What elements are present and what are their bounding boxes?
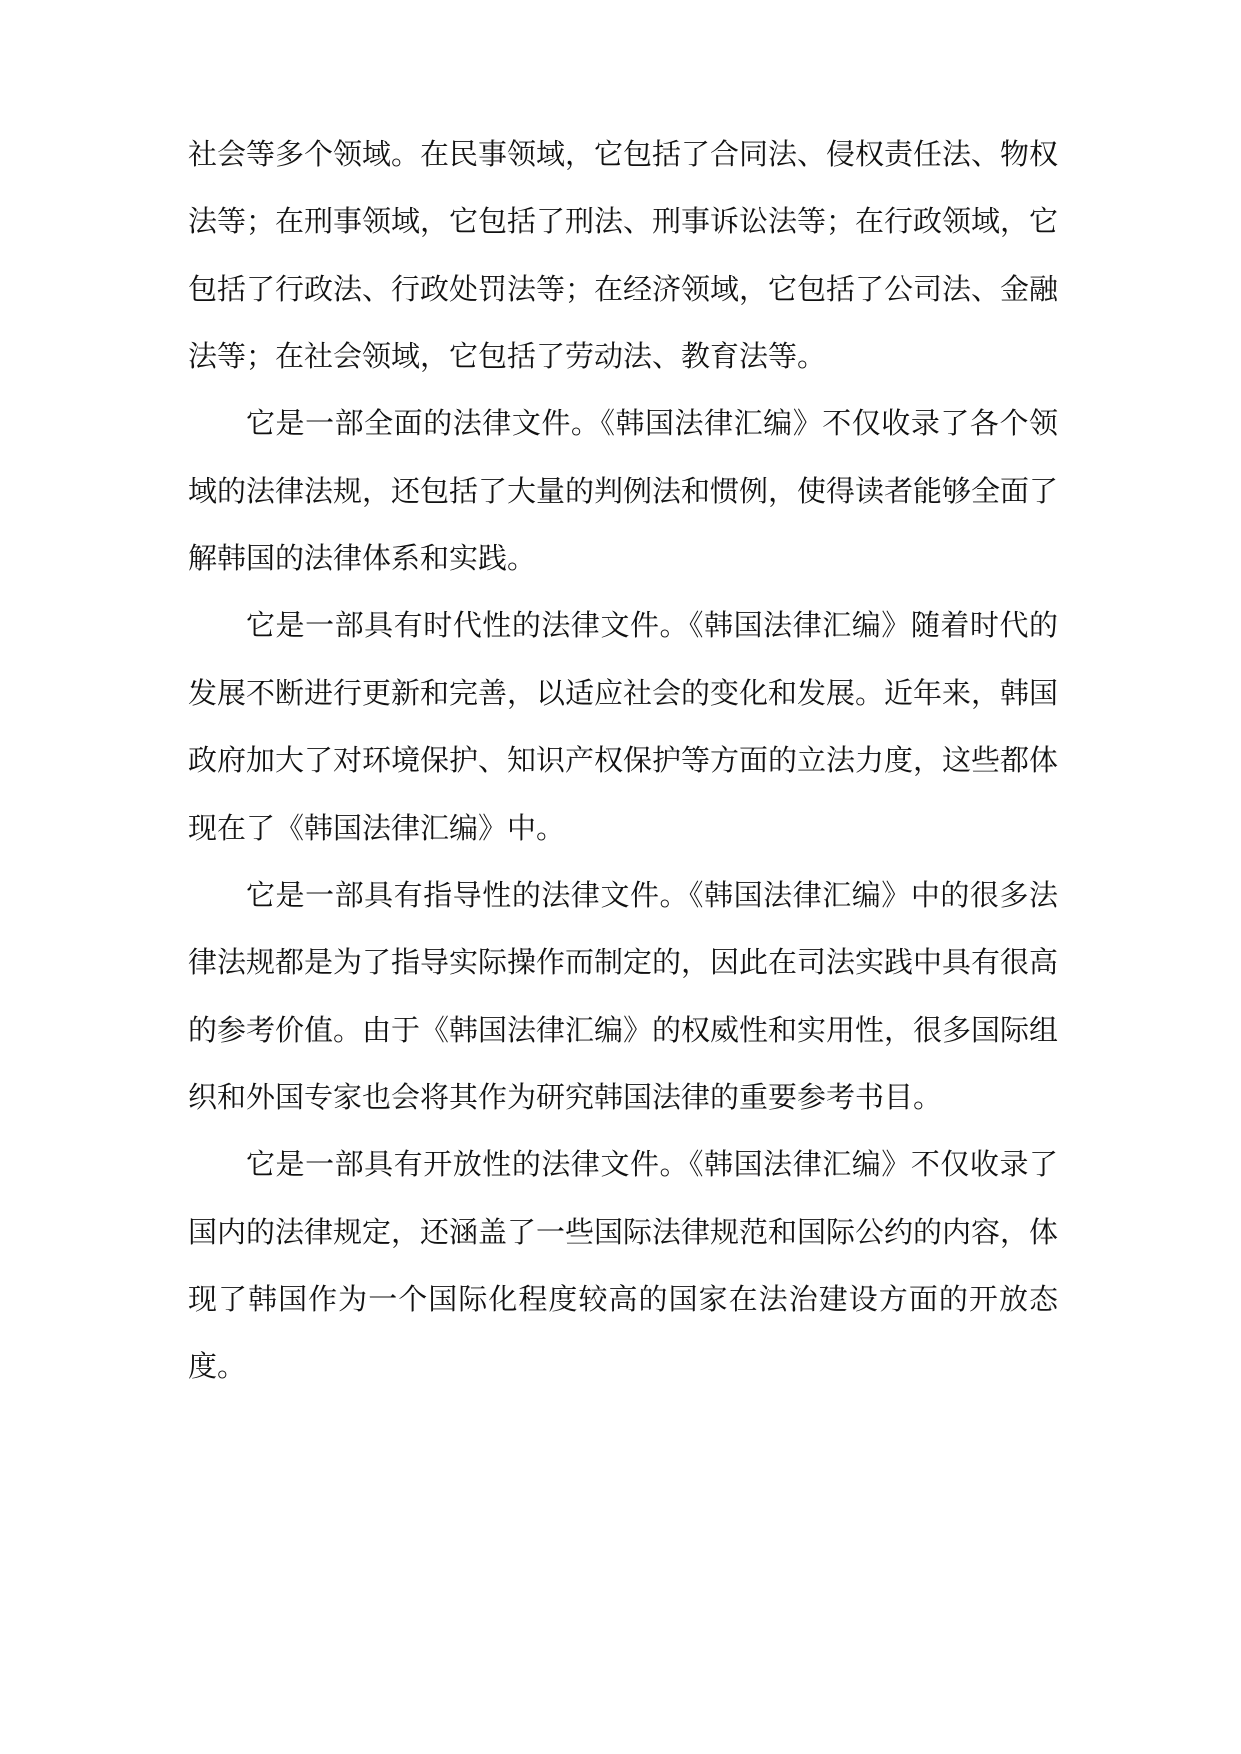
text-line: 它是一部全面的法律文件。《韩国法律汇编》不仅收录了各个领	[246, 406, 1058, 440]
text-line: 包括了行政法、行政处罚法等；在经济领域，它包括了公司法、金融	[188, 272, 1058, 306]
text-line: 解韩国的法律体系和实践。	[188, 541, 537, 575]
text-line: 的参考价值。由于《韩国法律汇编》的权威性和实用性，很多国际组	[188, 1013, 1058, 1047]
text-line: 法等；在社会领域，它包括了劳动法、教育法等。	[188, 339, 827, 373]
text-line: 它是一部具有时代性的法律文件。《韩国法律汇编》随着时代的	[246, 608, 1058, 642]
text-line: 它是一部具有指导性的法律文件。《韩国法律汇编》中的很多法	[246, 878, 1058, 912]
text-line: 现在了《韩国法律汇编》中。	[188, 811, 566, 845]
text-line: 现了韩国作为一个国际化程度较高的国家在法治建设方面的开放态	[188, 1282, 1058, 1316]
text-line: 发展不断进行更新和完善，以适应社会的变化和发展。近年来，韩国	[188, 676, 1058, 710]
text-line: 它是一部具有开放性的法律文件。《韩国法律汇编》不仅收录了	[246, 1147, 1058, 1181]
text-line: 织和外国专家也会将其作为研究韩国法律的重要参考书目。	[188, 1080, 943, 1114]
text-line: 度。	[188, 1349, 247, 1383]
text-line: 社会等多个领域。在民事领域，它包括了合同法、侵权责任法、物权	[188, 137, 1058, 171]
text-line: 国内的法律规定，还涵盖了一些国际法律规范和国际公约的内容，体	[188, 1215, 1058, 1249]
text-line: 法等；在刑事领域，它包括了刑法、刑事诉讼法等；在行政领域，它	[188, 204, 1058, 238]
text-line: 域的法律法规，还包括了大量的判例法和惯例，使得读者能够全面了	[188, 474, 1058, 508]
text-line: 政府加大了对环境保护、知识产权保护等方面的立法力度，这些都体	[188, 743, 1058, 777]
text-line: 律法规都是为了指导实际操作而制定的，因此在司法实践中具有很高	[188, 945, 1058, 979]
